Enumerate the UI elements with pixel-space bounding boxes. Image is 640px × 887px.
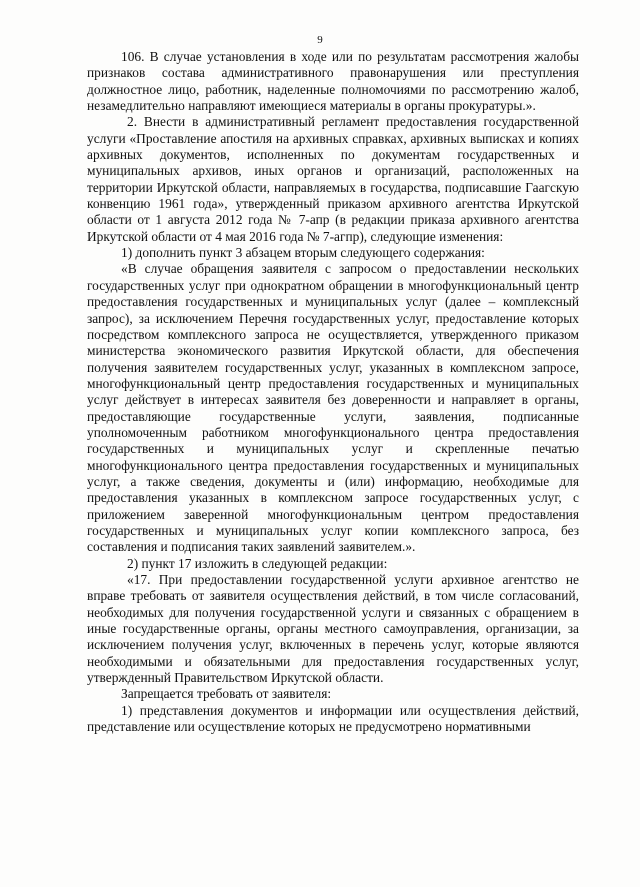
paragraph-item-2: 2. Внести в административный регламент предоставления государственной услуги «Проставление апостиля на архивных справках, архивных выписках и копиях архивных документов, исполненных по документам государственных и муниципальных архивов, иных органов и организаций, расположенных на территории Иркутской области, направляемых в государства, подписавшие Гаагскую конвенцию 1961 года», утвержденный приказом архивного агентства Иркутской области от 1 августа 2012 года № 7-апр (в редакции приказа архивного агентства Иркутской области от 4 мая 2016 года № 7-агпр), следующие изменения: bbox=[87, 114, 579, 244]
paragraph-17: «17. При предоставлении государственной услуги архивное агентство не вправе требовать от заявителя осуществления действий, в том числе согласований, необходимых для получения государственной услуги и связанных с обращением в иные государственные органы, органы местного самоуправления, организации, за исключением получения услуг, включенных в перечень услуг, которые являются необходимыми и обязательными для предоставления государственных услуг, утвержденный Правительством Иркутской области. bbox=[87, 572, 579, 686]
paragraph-subitem-1: 1) дополнить пункт 3 абзацем вторым следующего содержания: bbox=[121, 245, 485, 261]
paragraph-106: 106. В случае установления в ходе или по результатам рассмотрения жалобы признаков состава административного правонарушения или преступления должностное лицо, работник, наделенные полномочиями по рассмотрению жалоб, незамедлительно направляют имеющиеся материалы в органы прокуратуры.». bbox=[87, 49, 579, 114]
document-body bbox=[87, 49, 579, 735]
page-number: 9 bbox=[317, 34, 323, 46]
paragraph-prohibited-heading: Запрещается требовать от заявителя: bbox=[121, 686, 332, 702]
paragraph-subitem-2: 2) пункт 17 изложить в следующей редакции: bbox=[127, 555, 388, 571]
paragraph-quote-complex-request: «В случае обращения заявителя с запросом о предоставлении нескольких государственных услуг при однократном обращении в многофункциональный центр предоставления государственных и муниципальных услуг (далее – комплексный запрос), за исключением Перечня государственных услуг, предоставление которых посредством комплексного запроса не осуществляется, утвержденного приказом министерства экономического развития Иркутской области, для обеспечения получения заявителем государственных услуг, указанных в комплексном запросе, многофункциональный центр предоставления государственных и муниципальных услуг действует в интересах заявителя без доверенности и направляет в органы, предоставляющие государственные услуги, заявления, подписанные уполномоченным работником многофункционального центра предоставления государственных и муниципальных услуг и скрепленные печатью многофункционального центра предоставления государственных и муниципальных услуг, а также сведения, документы и (или) информацию, необходимые для предоставления указанных в комплексном запросе государственных услуг, с приложением заверенной многофункциональным центром предоставления государственных и муниципальных услуг копии комплексного запроса, без составления и подписания таких заявлений заявителем.». bbox=[87, 261, 579, 555]
paragraph-prohibited-item-1: 1) представления документов и информации или осуществления действий, представление или осуществление которых не предусмотрено нормативными bbox=[87, 702, 579, 735]
